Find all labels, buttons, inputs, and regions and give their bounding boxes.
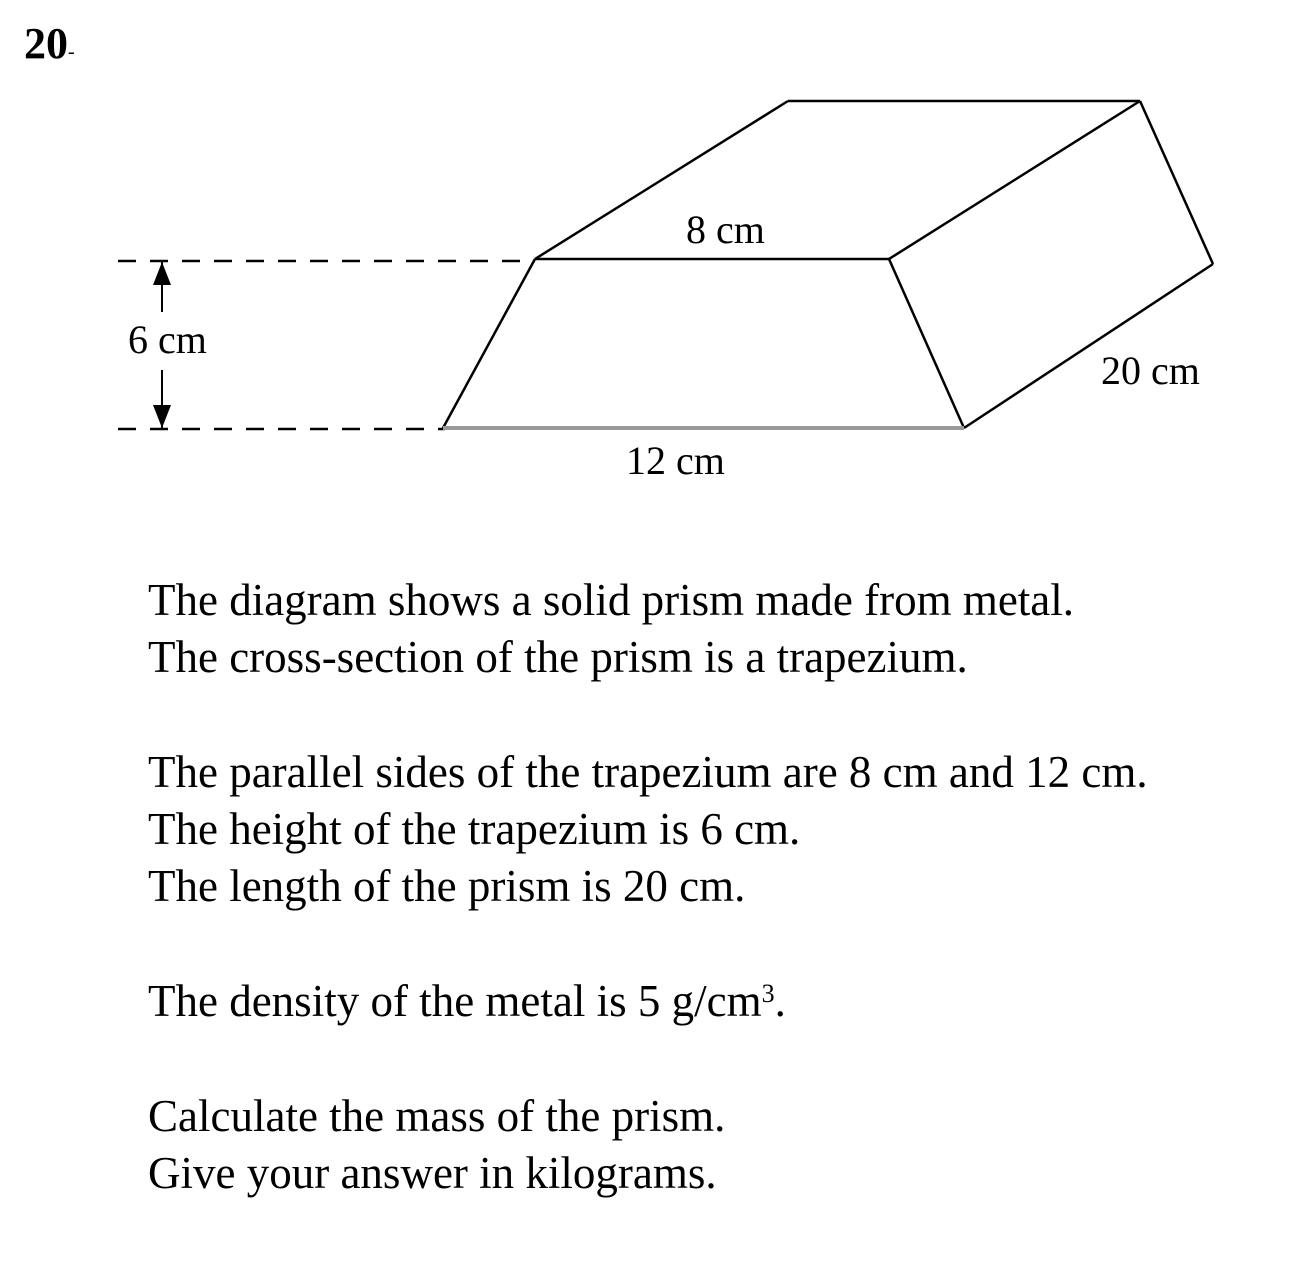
question-number: 20- (24, 19, 75, 68)
label-length: 20 cm (1101, 348, 1200, 393)
front-left-edge (443, 259, 535, 428)
text-line (148, 973, 786, 1030)
text-line: The height of the trapezium is 6 cm. (148, 804, 801, 854)
text-line: The cross-section of the prism is a trapezium. (148, 632, 968, 682)
paragraph-dimensions (148, 744, 1148, 915)
density-period: . (774, 976, 786, 1026)
bottom-right-depth-edge (964, 264, 1213, 428)
front-right-edge (889, 259, 964, 428)
back-right-edge (1140, 101, 1213, 264)
text-line: The diagram shows a solid prism made from metal. (148, 575, 1075, 625)
arrowhead-down (153, 405, 171, 428)
text-line: Give your answer in kilograms. (148, 1148, 717, 1198)
top-right-depth-edge (889, 101, 1140, 259)
prism-diagram (0, 0, 1309, 520)
paragraph-instructions (148, 1088, 725, 1202)
text-line: The parallel sides of the trapezium are 8 cm and 12 cm. (148, 747, 1148, 797)
superscript-exponent: 3 (761, 979, 775, 1008)
text-line: The length of the prism is 20 cm. (148, 861, 746, 911)
paragraph-description (148, 572, 1074, 686)
label-height: 6 cm (128, 317, 207, 362)
density-text: The density of the metal is 5 g/cm (148, 976, 762, 1026)
paragraph-density (148, 973, 786, 1030)
label-bottom-side: 12 cm (626, 438, 725, 483)
label-top-side: 8 cm (686, 207, 765, 252)
text-line: Calculate the mass of the prism. (148, 1091, 726, 1141)
arrowhead-up (153, 262, 171, 285)
